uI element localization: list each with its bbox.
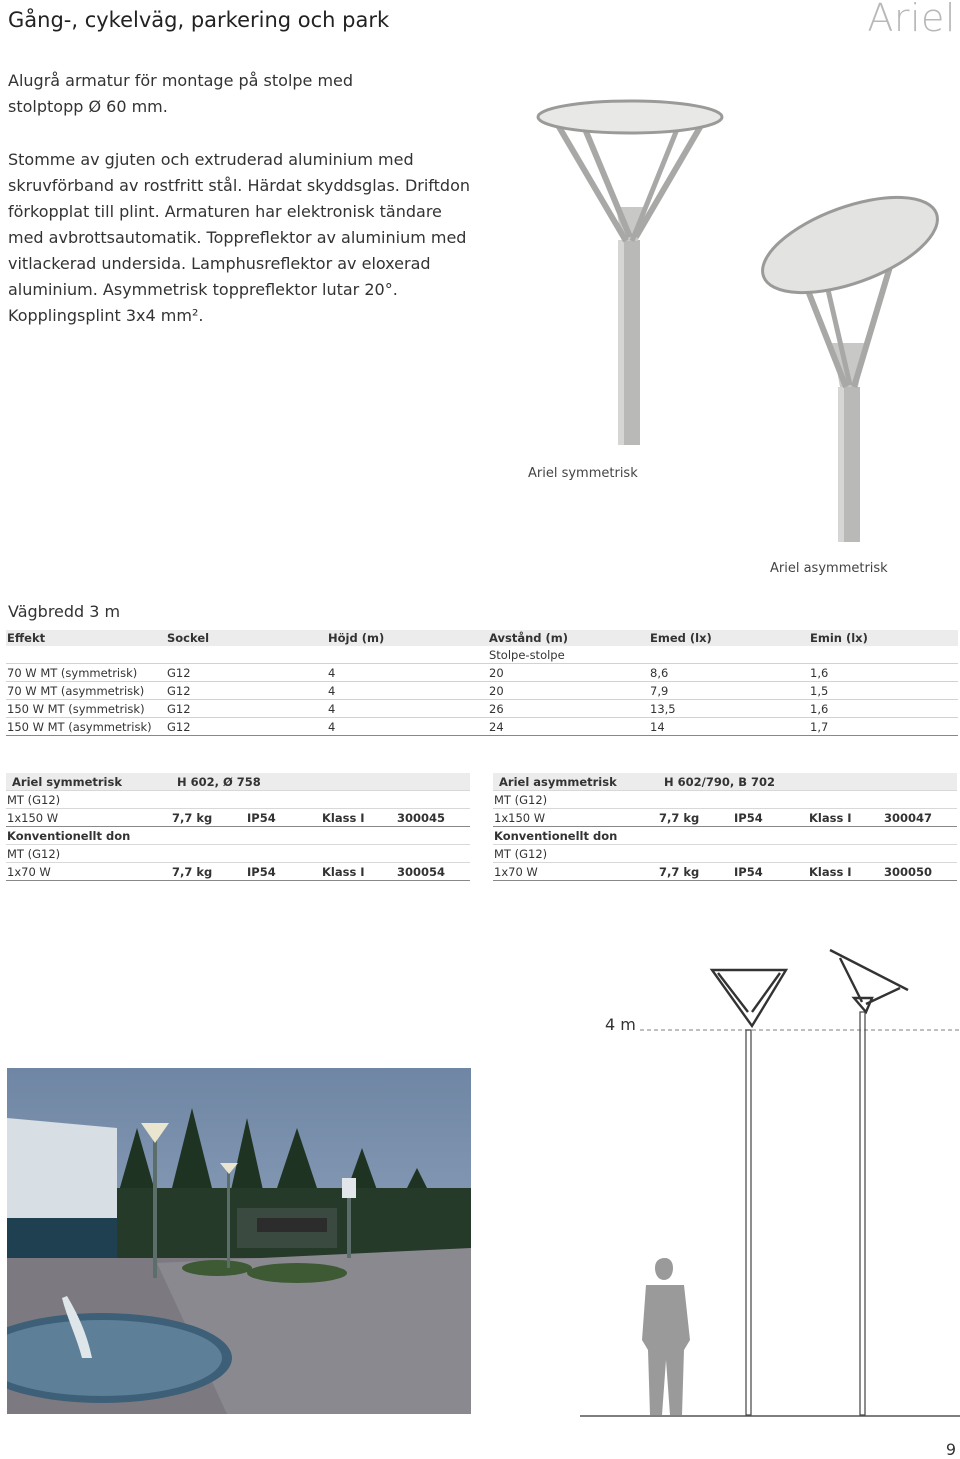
table-row (493, 791, 957, 809)
table-row (493, 809, 957, 827)
table-row (493, 827, 957, 845)
table-cell: 4 (327, 700, 488, 718)
weight: 7,7 kg (658, 863, 733, 881)
table-header-row (6, 630, 958, 646)
table-row (6, 664, 958, 682)
power: 1x70 W (6, 863, 171, 881)
lamp-type: MT (G12) (493, 845, 957, 863)
table-cell: 1,7 (809, 718, 958, 736)
class: Klass I (321, 863, 396, 881)
product-name: Ariel asymmetrisk (493, 773, 658, 791)
brand-title: Ariel (867, 0, 956, 40)
product-table-asymmetric (493, 773, 957, 881)
product-dimensions: H 602/790, B 702 (658, 773, 957, 791)
table-cell: 7,9 (649, 682, 809, 700)
class: Klass I (808, 863, 883, 881)
class: Klass I (808, 809, 883, 827)
park-installation-photo (7, 1068, 471, 1414)
table-cell: 150 W MT (symmetrisk) (6, 700, 166, 718)
symmetric-lamp-image (538, 101, 722, 445)
table-cell: 26 (488, 700, 649, 718)
lighting-table (6, 630, 958, 736)
page-number: 9 (945, 1440, 956, 1459)
table-title: Vägbredd 3 m (8, 602, 121, 621)
gear-type: Konventionellt don (493, 827, 957, 845)
ip-rating: IP54 (733, 863, 808, 881)
header-emed: Emed (lx) (649, 630, 809, 646)
asymmetric-head-icon (830, 950, 908, 1012)
caption-symmetric: Ariel symmetrisk (528, 466, 638, 481)
table-cell: 24 (488, 718, 649, 736)
table-cell: 4 (327, 682, 488, 700)
intro-paragraph-2: Stomme av gjuten och extruderad aluminium med skruvförband av rostfritt stål. Härdat skyddsglas. Driftdon förkopplat till plint. Armaturen har elektronisk tändare med avbrottsautomatik. Toppreflektor av aluminium med vitlackerad undersida. Lamphusreflektor av eloxerad aluminium. Asymmetrisk toppreflektor lutar 20°. Kopplingsplint 3x4 mm². (8, 150, 471, 325)
caption-asymmetric: Ariel asymmetrisk (770, 561, 888, 576)
header-sockel: Sockel (166, 630, 327, 646)
weight: 7,7 kg (171, 809, 246, 827)
table-cell: 1,5 (809, 682, 958, 700)
table-row (6, 809, 470, 827)
table-cell: G12 (166, 664, 327, 682)
height-diagram (540, 940, 960, 1420)
table-cell: 20 (488, 664, 649, 682)
product-dimensions: H 602, Ø 758 (171, 773, 470, 791)
table-cell: 20 (488, 682, 649, 700)
table-cell: G12 (166, 700, 327, 718)
pole-symmetric (746, 1030, 751, 1415)
weight: 7,7 kg (171, 863, 246, 881)
table-row (493, 863, 957, 881)
table-cell: 70 W MT (symmetrisk) (6, 664, 166, 682)
intro-paragraph-1: Alugrå armatur för montage på stolpe med stolptopp Ø 60 mm. (8, 71, 354, 116)
gear-type: Konventionellt don (6, 827, 470, 845)
table-row (6, 845, 470, 863)
product-header-row (6, 773, 470, 791)
height-label: 4 m (605, 1015, 636, 1034)
table-cell: 4 (327, 718, 488, 736)
table-cell: 1,6 (809, 700, 958, 718)
table-cell: 1,6 (809, 664, 958, 682)
lamp-type: MT (G12) (6, 791, 470, 809)
ip-rating: IP54 (246, 863, 321, 881)
table-row (6, 718, 958, 736)
table-cell: 150 W MT (asymmetrisk) (6, 718, 166, 736)
table-cell: 4 (327, 664, 488, 682)
ip-rating: IP54 (733, 809, 808, 827)
table-cell: G12 (166, 682, 327, 700)
table-subheader-row (6, 646, 958, 664)
table-row (6, 700, 958, 718)
table-cell: 8,6 (649, 664, 809, 682)
symmetric-head-icon (712, 970, 786, 1026)
lamp-type: MT (G12) (6, 845, 470, 863)
article-number: 300054 (396, 863, 470, 881)
table-cell: 70 W MT (asymmetrisk) (6, 682, 166, 700)
header-avstand: Avstånd (m) (488, 630, 649, 646)
weight: 7,7 kg (658, 809, 733, 827)
section-title: Gång-, cykelväg, parkering och park (8, 8, 390, 32)
product-header-row (493, 773, 957, 791)
asymmetric-lamp-image (751, 178, 950, 542)
table-row (6, 791, 470, 809)
article-number: 300050 (883, 863, 957, 881)
class: Klass I (321, 809, 396, 827)
power: 1x70 W (493, 863, 658, 881)
article-number: 300047 (883, 809, 957, 827)
product-table-symmetric (6, 773, 470, 881)
table-cell: 13,5 (649, 700, 809, 718)
subheader-stolpe: Stolpe-stolpe (488, 646, 649, 664)
power: 1x150 W (493, 809, 658, 827)
article-number: 300045 (396, 809, 470, 827)
table-row (6, 682, 958, 700)
table-cell: G12 (166, 718, 327, 736)
table-cell: 14 (649, 718, 809, 736)
header-effekt: Effekt (6, 630, 166, 646)
ip-rating: IP54 (246, 809, 321, 827)
lamp-type: MT (G12) (493, 791, 957, 809)
product-name: Ariel symmetrisk (6, 773, 171, 791)
table-row (493, 845, 957, 863)
pole-asymmetric (860, 1012, 865, 1415)
header-hojd: Höjd (m) (327, 630, 488, 646)
table-row (6, 827, 470, 845)
header-emin: Emin (lx) (809, 630, 958, 646)
person-silhouette-icon (642, 1258, 690, 1415)
table-row (6, 863, 470, 881)
power: 1x150 W (6, 809, 171, 827)
